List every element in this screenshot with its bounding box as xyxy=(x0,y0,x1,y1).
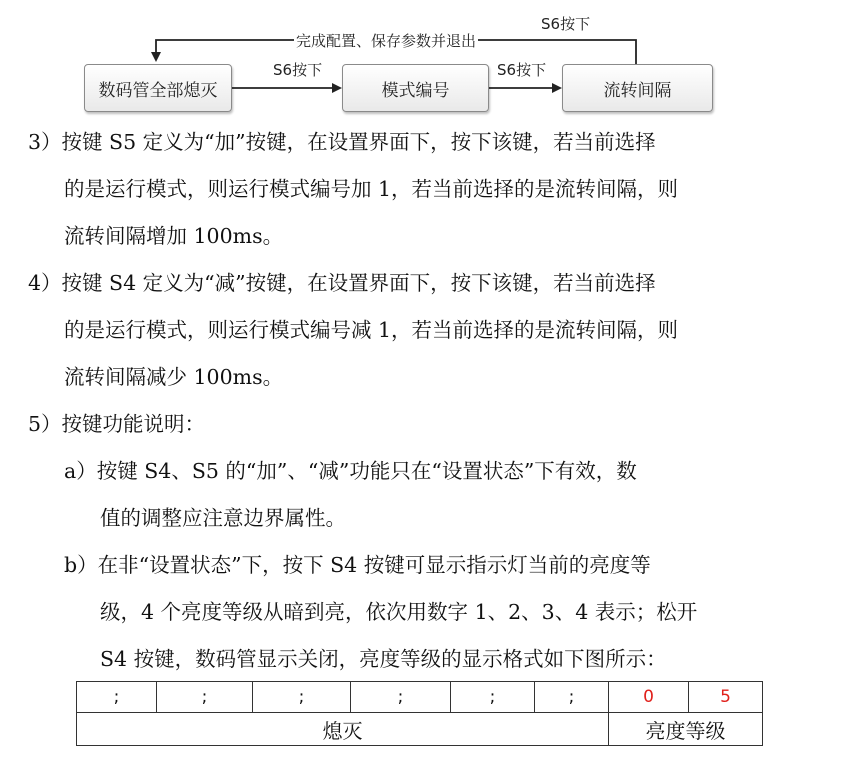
off-label: 熄灭 xyxy=(77,713,609,746)
arrow-1-label: S6按下 xyxy=(273,61,323,79)
labels-row xyxy=(77,713,763,746)
para-4-line-3: 流转间隔减少 100ms。 xyxy=(64,365,284,389)
box-digits-off: 数码管全部熄灭 xyxy=(84,64,232,112)
para-b-line-3: S4 按键，数码管显示关闭，亮度等级的显示格式如下图所示： xyxy=(100,647,667,671)
para-a-line-2: 值的调整应注意边界属性。 xyxy=(100,506,346,530)
digit-1: ; xyxy=(77,682,157,713)
digit-7: 0 xyxy=(609,682,689,713)
digits-row xyxy=(77,682,763,713)
digit-4: ; xyxy=(351,682,451,713)
top-right-label: S6按下 xyxy=(541,15,591,33)
para-b-line-1: b）在非“设置状态”下，按下 S4 按键可显示指示灯当前的亮度等 xyxy=(64,553,651,577)
return-label: 完成配置、保存参数并退出 xyxy=(296,32,477,50)
arrow-2-label: S6按下 xyxy=(497,61,547,79)
para-4-line-2: 的是运行模式，则运行模式编号减 1，若当前选择的是流转间隔，则 xyxy=(64,318,679,342)
digit-5: ; xyxy=(451,682,535,713)
para-3-line-1: 3）按键 S5 定义为“加”按键，在设置界面下，按下该键，若当前选择 xyxy=(28,130,656,154)
digit-6: ; xyxy=(535,682,609,713)
para-3-line-3: 流转间隔增加 100ms。 xyxy=(64,224,284,248)
level-label: 亮度等级 xyxy=(609,713,763,746)
box-flow-interval: 流转间隔 xyxy=(562,64,713,112)
box-mode-number: 模式编号 xyxy=(342,64,489,112)
digit-8: 5 xyxy=(689,682,763,713)
para-4-line-1: 4）按键 S4 定义为“减”按键，在设置界面下，按下该键，若当前选择 xyxy=(28,271,656,295)
digit-2: ; xyxy=(157,682,253,713)
para-b-line-2: 级，4 个亮度等级从暗到亮，依次用数字 1、2、3、4 表示；松开 xyxy=(100,600,698,624)
para-5-heading: 5）按键功能说明： xyxy=(28,412,206,436)
para-a-line-1: a）按键 S4、S5 的“加”、“减”功能只在“设置状态”下有效，数 xyxy=(64,459,637,483)
digit-3: ; xyxy=(253,682,351,713)
para-3-line-2: 的是运行模式，则运行模式编号加 1，若当前选择的是流转间隔，则 xyxy=(64,177,679,201)
flow-diagram xyxy=(0,0,868,120)
display-format-table xyxy=(76,681,763,746)
